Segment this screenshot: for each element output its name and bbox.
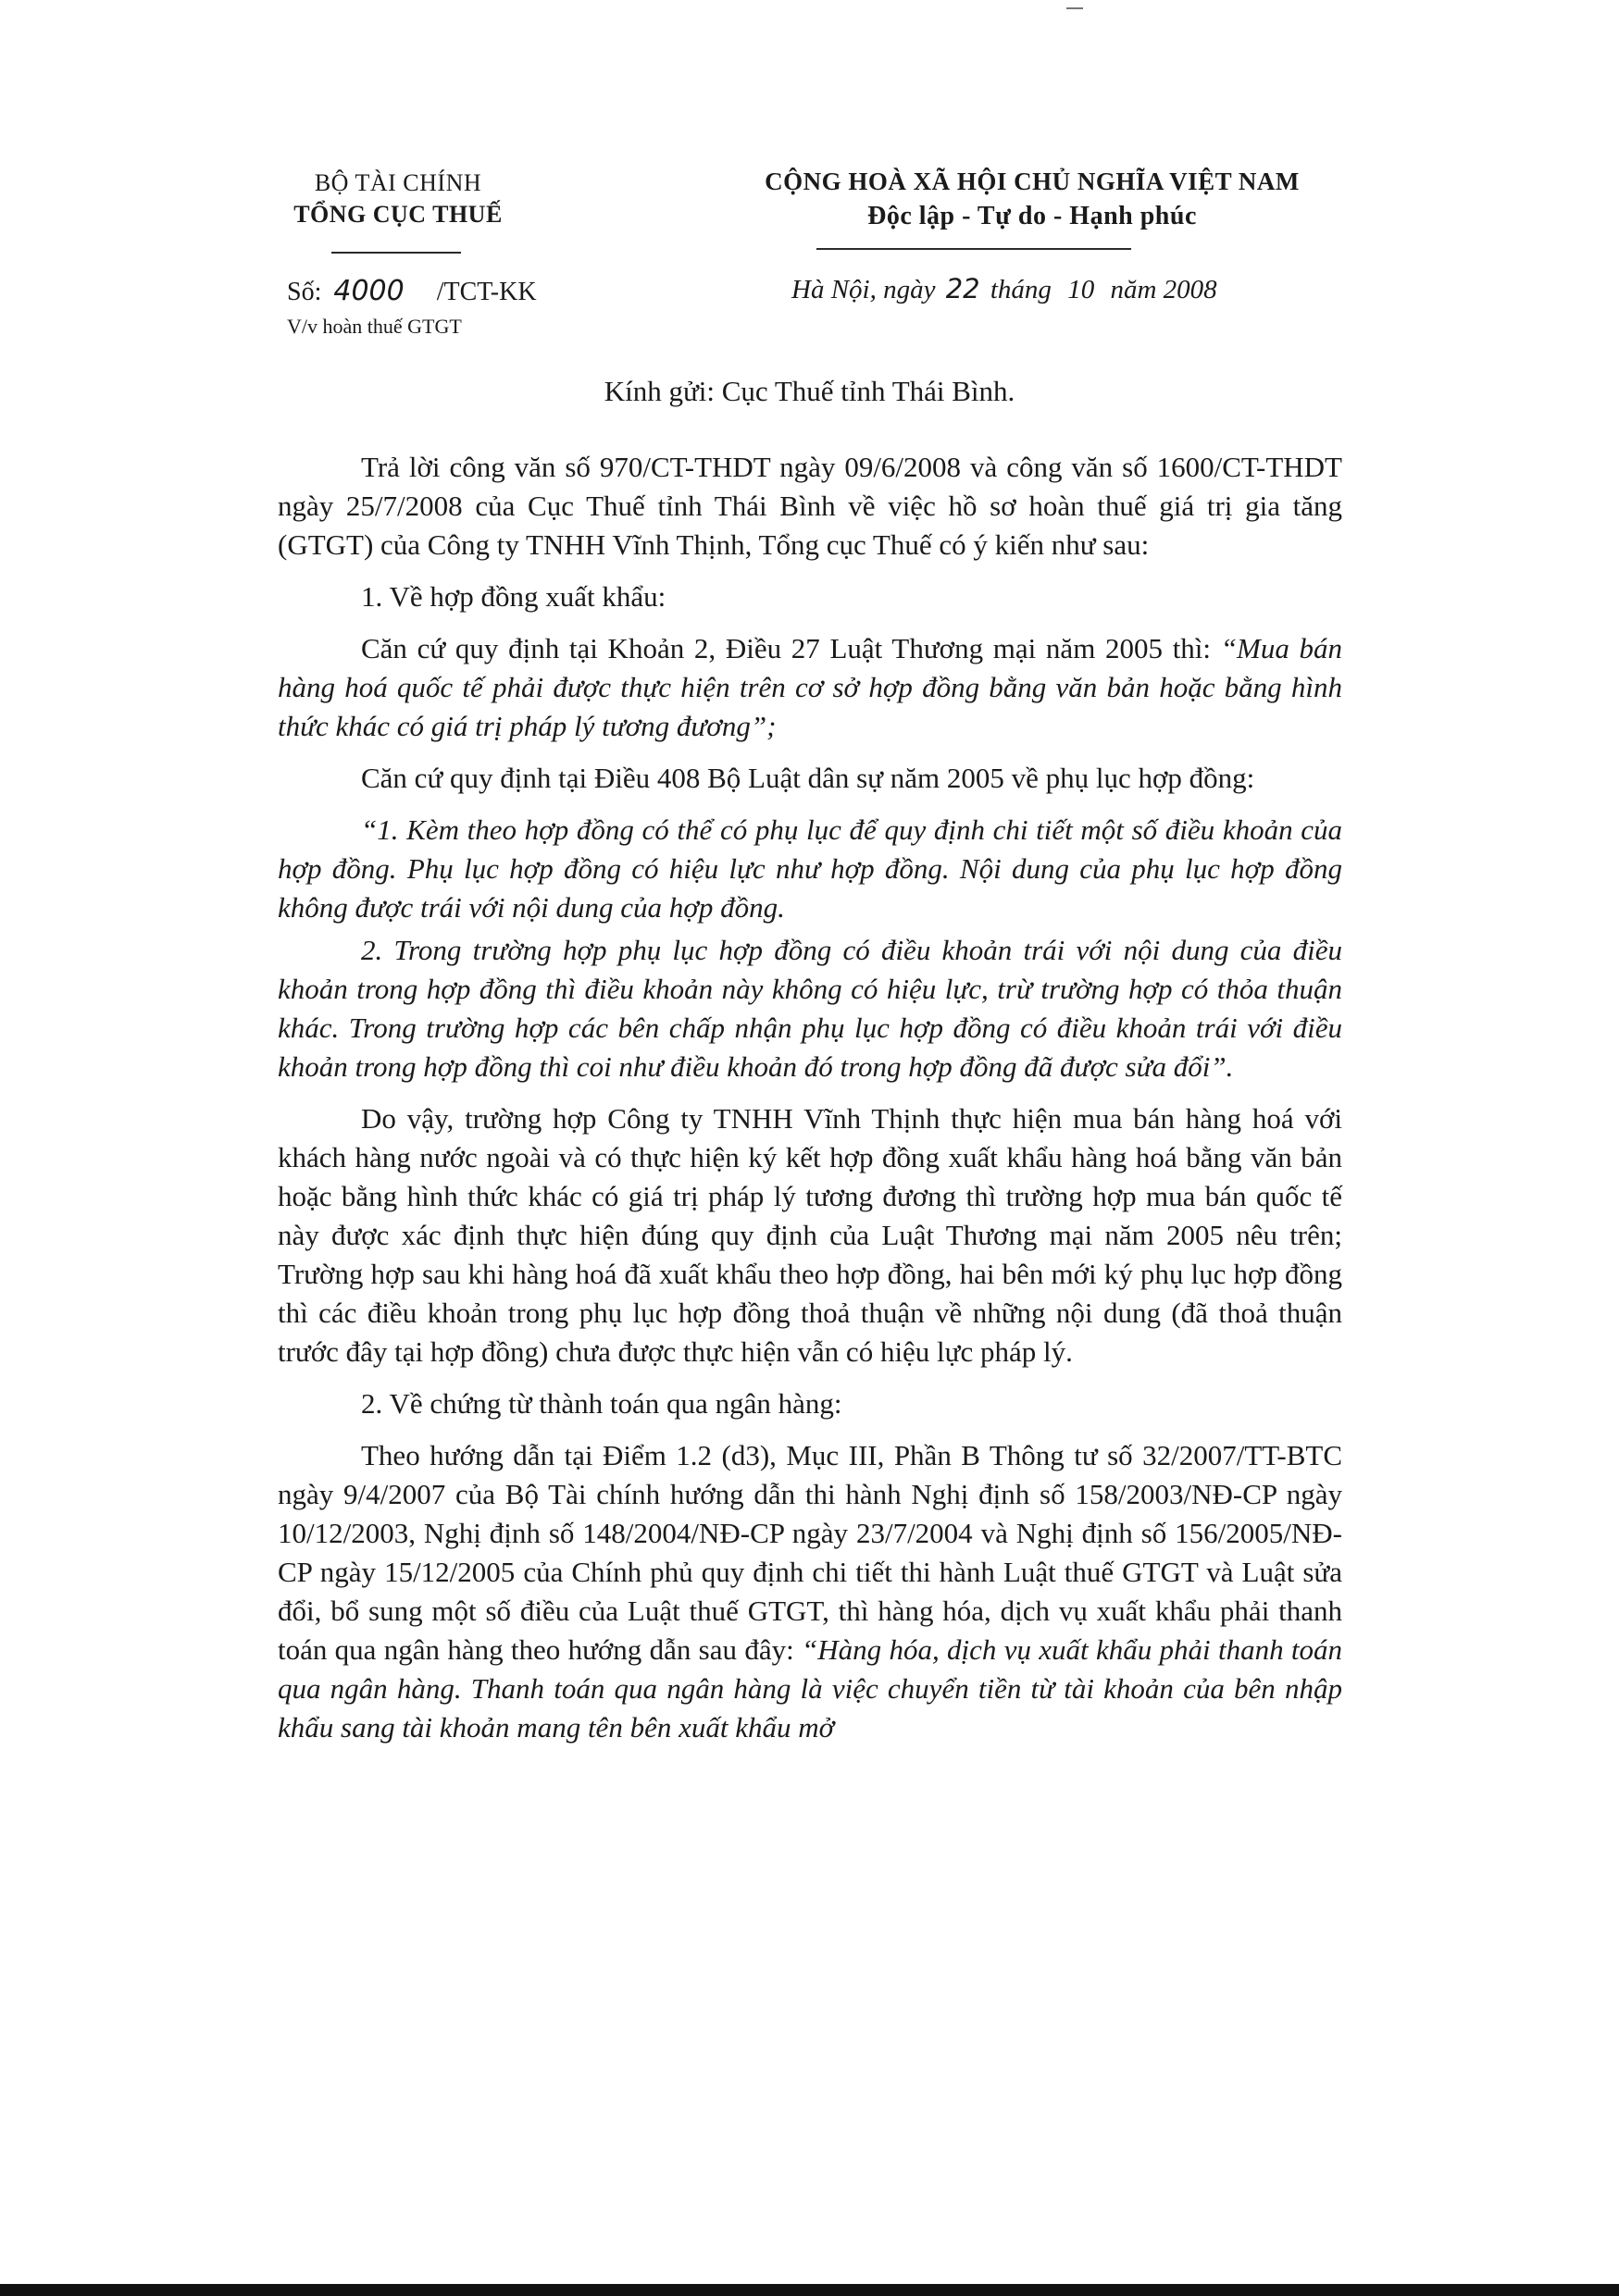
date-year-label: năm [1110, 275, 1157, 304]
left-header-rule [331, 252, 461, 254]
national-title: CỘNG HOÀ XÃ HỘI CHỦ NGHĨA VIỆT NAM [765, 168, 1300, 195]
intro-paragraph: Trả lời công văn số 970/CT-THDT ngày 09/6/2008 và công văn số 1600/CT-THDT ngày 25/7/2008 của Cục Thuế tỉnh Thái Bình về việc hồ sơ hoàn thuế giá trị gia tăng (GTGT) của Công ty TNHH Vĩnh Thịnh, Tổng cục Thuế có ý kiến như sau: [278, 451, 1342, 561]
s2-p1-quote: “Hàng hóa, dịch vụ xuất khẩu phải thanh toán qua ngân hàng. Thanh toán qua ngân hàng là việc chuyển tiền từ tài khoản của bên nhập khẩu sang tài khoản mang tên bên xuất khẩu mở [278, 1633, 1343, 1744]
date-year: 2008 [1163, 275, 1217, 304]
department-name: TỔNG CỤC THUẾ [293, 201, 503, 228]
right-header-rule [816, 248, 1131, 250]
s2-p1-lead: Theo hướng dẫn tại Điểm 1.2 (d3), Mục III, Phần B Thông tư số 32/2007/TT-BTC ngày 9/4/2007 của Bộ Tài chính hướng dẫn thi hành Nghị định số 158/2003/NĐ-CP ngày 10/12/2003, Nghị định số 148/2004/NĐ-CP ngày 23/7/2004 và Nghị định số 156/2005/NĐ-CP ngày 15/12/2005 của Chính phủ quy định chi tiết thi hành Luật thuế GTGT và Luật sửa đổi, bổ sung một số điều của Luật thuế GTGT, thì hàng hóa, dịch vụ xuất khẩu phải thanh toán qua ngân hàng theo hướng dẫn sau đây: [278, 1439, 1342, 1666]
letter-body [278, 448, 1342, 1760]
date-month: 10 [1067, 275, 1095, 304]
date-day-handwritten: 22 [945, 273, 980, 304]
section-2-title: 2. Về chứng từ thành toán qua ngân hàng: [361, 1387, 842, 1420]
section-1-paragraph-3: Do vậy, trường hợp Công ty TNHH Vĩnh Thịnh thực hiện mua bán hàng hoá với khách hàng nước ngoài và có thực hiện ký kết hợp đồng xuất khẩu hàng hoá bằng văn bản hoặc bằng hình thức khác có giá trị pháp lý tương đương thì trường hợp mua bán quốc tế này được xác định thực hiện đúng quy định của Luật Thương mại năm 2005 nêu trên; Trường hợp sau khi hàng hoá đã xuất khẩu theo hợp đồng, hai bên mới ký phụ lục hợp đồng thì các điều khoản trong phụ lục hợp đồng thoả thuận về những nội dung (đã thoả thuận trước đây tại hợp đồng) chưa được thực hiện vẫn có hiệu lực pháp lý. [278, 1102, 1342, 1368]
number-suffix: /TCT-KK [436, 278, 537, 306]
section-2-paragraph-1 [278, 1436, 1342, 1747]
agency-name: BỘ TÀI CHÍNH [314, 169, 482, 196]
date-prefix: Hà Nội, ngày [791, 275, 936, 304]
civil-code-quote-1: “1. Kèm theo hợp đồng có thể có phụ lục để quy định chi tiết một số điều khoản của hợp đồng. Phụ lục hợp đồng có hiệu lực như hợp đồng. Nội dung của phụ lục hợp đồng không được trái với nội dung của hợp đồng. [278, 813, 1342, 924]
number-label: Số: [287, 278, 322, 306]
scan-bottom-edge [0, 2284, 1619, 2296]
national-motto: Độc lập - Tự do - Hạnh phúc [867, 202, 1197, 230]
civil-code-quote-2: 2. Trong trường hợp phụ lục hợp đồng có điều khoản trái với nội dung của điều khoản trong hợp đồng thì điều khoản này không có hiệu lực, trừ trường hợp có thỏa thuận khác. Trong trường hợp các bên chấp nhận phụ lục hợp đồng có điều khoản trái với điều khoản trong hợp đồng thì coi như điều khoản đó trong hợp đồng đã được sửa đổi”. [278, 934, 1342, 1083]
section-1-paragraph-1 [278, 629, 1342, 746]
s1-p1-lead: Căn cứ quy định tại Khoản 2, Điều 27 Luật Thương mại năm 2005 thì: [361, 632, 1212, 664]
scan-mark [1066, 7, 1083, 9]
date-line [791, 273, 1217, 305]
document-number [287, 275, 537, 307]
recipient-line: Kính gửi: Cục Thuế tỉnh Thái Bình. [604, 375, 1015, 407]
date-month-label: tháng [990, 275, 1052, 304]
section-1-paragraph-2: Căn cứ quy định tại Điều 408 Bộ Luật dân sự năm 2005 về phụ lục hợp đồng: [361, 762, 1255, 794]
subject-line: V/v hoàn thuế GTGT [287, 315, 462, 338]
number-handwritten: 4000 [333, 275, 405, 307]
s1-p1-quote: “Mua bán hàng hoá quốc tế phải được thực hiện trên cơ sở hợp đồng bằng văn bản hoặc bằng hình thức khác có giá trị pháp lý tương đương”; [278, 632, 1343, 742]
section-1-title: 1. Về hợp đồng xuất khẩu: [361, 580, 666, 613]
